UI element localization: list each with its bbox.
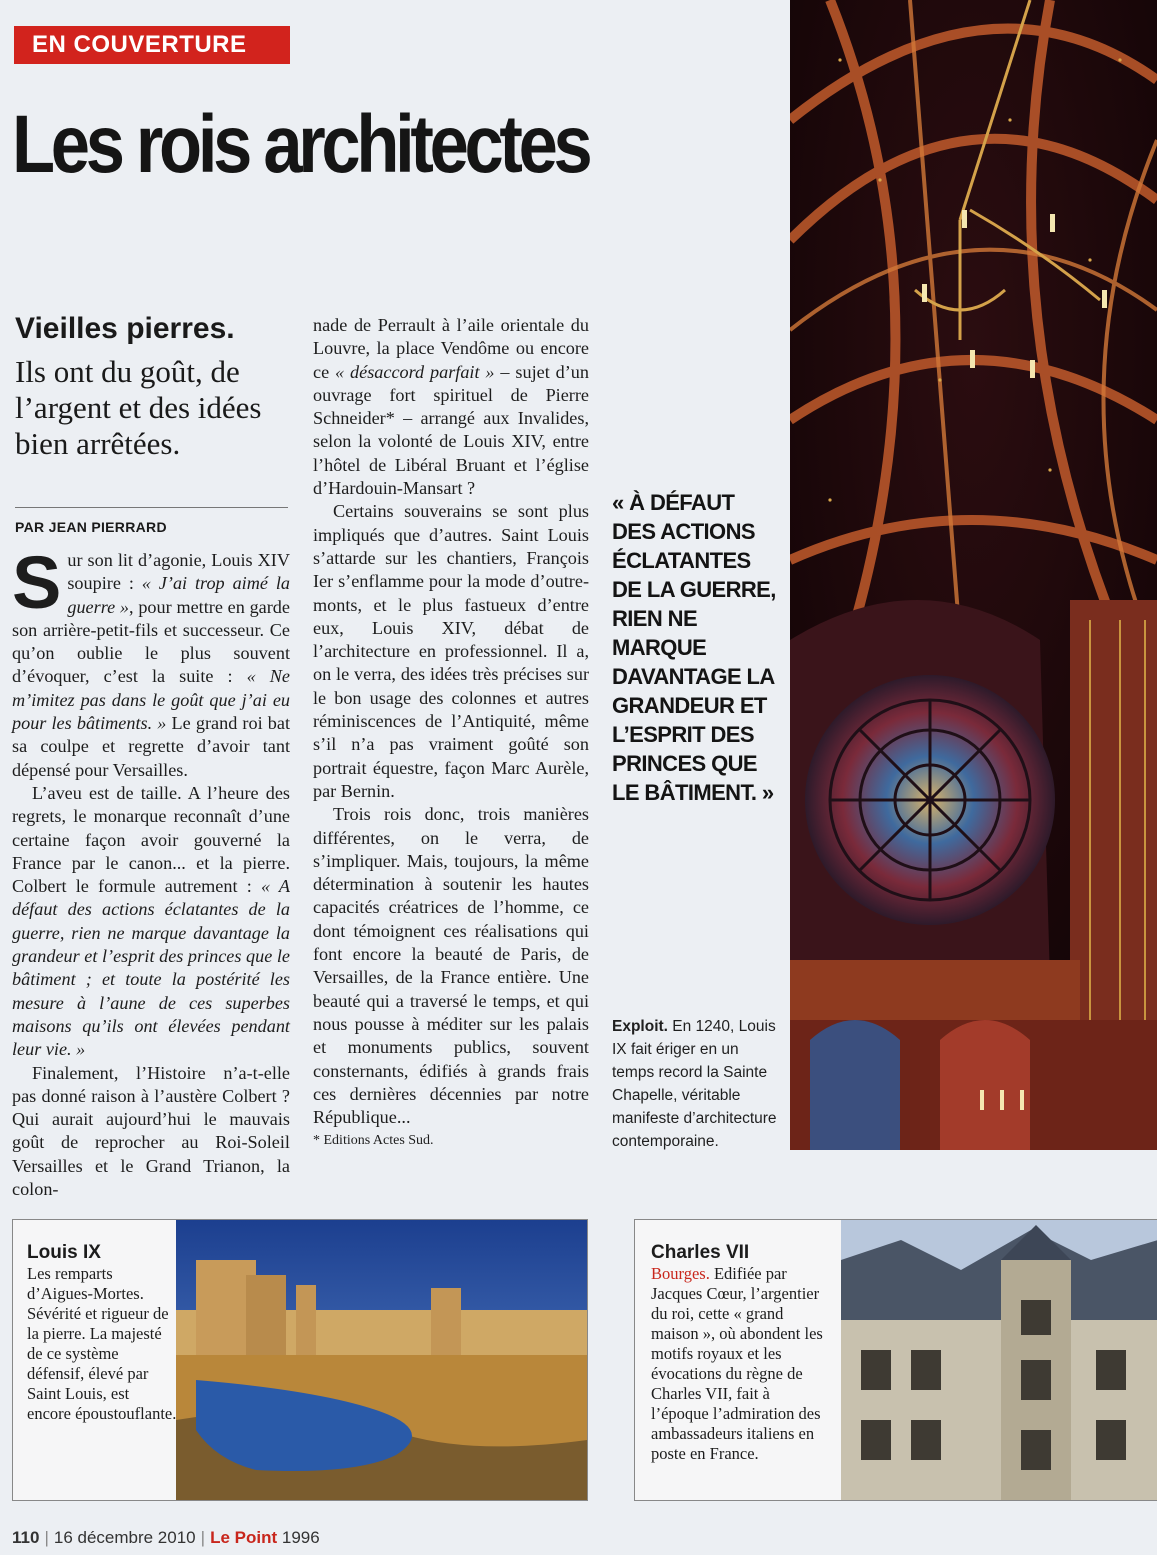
- issue-number: 1996: [281, 1528, 320, 1547]
- page-number: 110: [12, 1528, 40, 1547]
- louis-ix-title: Louis IX: [27, 1242, 101, 1263]
- louis-ix-box: [12, 1219, 588, 1501]
- deck-title: Vieilles pierres.: [15, 312, 235, 345]
- caption-text: En 1240, Louis IX fait ériger en un temps record la Sainte Chapelle, véritable manifeste d’architecture contemporaine.: [612, 1018, 777, 1150]
- paragraph-1: Sur son lit d’agonie, Louis XIV soupire : « J’ai trop aimé la guerre », pour mettre en garde son arrière-petit-fils et successeur. Ce qu’on oublie le plus souvent d’évoquer, c’est la suite : « Ne m’imitez pas dans le goût que j’ai eu pour les bâtiments. » Le grand roi bat sa coulpe et regrette d’avoir tant dépensé pour Versailles.: [12, 541, 291, 780]
- caption-label: Exploit.: [612, 1018, 668, 1035]
- charles-vii-text: Edifiée par Jacques Cœur, l’argentier du roi, cette « grand maison », où abondent les motifs royaux et les évocations du règne de Charles VII, fait à l’époque l’admiration des ambassadeurs italiens en poste en France.: [651, 1264, 823, 1463]
- paragraph-6: Trois rois donc, trois manières différentes, on le verra, de s’impliquer. Mais, toujours, la même détermination à soutenir les hautes capacités créatrices de l’homme, ce dont témoignent ces réalisations qui font encore la beauté de Paris, de Versailles, de la France entière. Une beauté qui a traversé le temps, et qui nous pousse à méditer sur les palais et monuments publics, souvent consternants, édifiés à grands frais ces dernières décennies par notre République...: [313, 804, 589, 1128]
- louis-ix-text: Sévérité et rigueur de la pierre. La majesté de ce système défensif, élevé par Saint Louis, est encore époustouflante.: [27, 1304, 177, 1423]
- louis-ix-subtitle: Les remparts d’Aigues-Mortes.: [27, 1264, 144, 1303]
- charles-vii-text-block: [651, 1264, 826, 1464]
- byline: PAR JEAN PIERRARD: [15, 519, 167, 535]
- article-column-1: [12, 541, 291, 1201]
- charles-vii-place: Bourges.: [651, 1264, 710, 1283]
- aigues-mortes-photo: [176, 1220, 587, 1500]
- bourges-palace-photo: [841, 1220, 1157, 1500]
- article-column-2: [313, 314, 589, 1153]
- louis-ix-caption: [27, 1242, 177, 1424]
- charles-vii-caption: [651, 1242, 826, 1464]
- section-kicker: EN COUVERTURE: [14, 26, 290, 64]
- paragraph-3: Finalement, l’Histoire n’a-t-elle pas donné raison à l’austère Colbert ? Qui aurait aujourd’hui le mauvais goût de reprocher au Roi-Soleil Versailles et le Grand Trianon, la colon-: [12, 1062, 290, 1200]
- footnote: * Editions Actes Sud.: [313, 1133, 434, 1149]
- charles-vii-title: Charles VII: [651, 1242, 750, 1263]
- issue-date: 16 décembre 2010: [53, 1528, 196, 1547]
- sainte-chapelle-photo: [790, 0, 1157, 1150]
- paragraph-2: L’aveu est de taille. A l’heure des regrets, le monarque reconnaît d’une certaine façon avoir gouverné la France par le canon... et la pierre. Colbert le formule autrement : « A défaut des actions éclatantes de la guerre, rien ne marque davantage la grandeur et l’esprit des princes que le bâtiment ; et toute la postérité les mesure à l’aune de ces superbes maisons qu’ils ont élevées pendant leur vie. »: [12, 782, 290, 1060]
- drop-cap: S: [12, 541, 62, 624]
- page-footer: 110 | 16 décembre 2010 | Le Point 1996: [12, 1528, 320, 1547]
- article-headline: Les rois architectes: [12, 99, 589, 190]
- pull-quote: « À DÉFAUT DES ACTIONS ÉCLATANTES DE LA GUERRE, RIEN NE MARQUE DAVANTAGE LA GRANDEUR ET L’ESPRIT DES PRINCES QUE LE BÂTIMENT. »: [612, 490, 776, 805]
- paragraph-5: Certains souverains se sont plus impliqués que d’autres. Saint Louis s’attarde sur les chantiers, François Ier s’enflamme pour la mode d’outre-monts, et le plus fastueux d’entre eux, Louis XIV, débat de l’architecture en professionnel. Il a, on le verra, des idées très précises sur le bon usage des colonnes et autres réminiscences de l’Antiquité, même s’il n’a pas vraiment goûté son portrait équestre, façon Marc Aurèle, par Bernin.: [313, 501, 589, 801]
- paragraph-4: nade de Perrault à l’aile orientale du Louvre, la place Vendôme ou encore ce « désaccord parfait » – sujet d’un ouvrage fort spirituel de Pierre Schneider* – arrangé aux Invalides, selon la volonté de Louis XIV, entre l’hôtel de Libéral Bruant et l’église d’Hardouin-Mansart ?: [313, 315, 589, 499]
- magazine-name: Le Point: [210, 1528, 278, 1547]
- photo-caption: [612, 1015, 784, 1153]
- byline-rule: [15, 507, 288, 508]
- charles-vii-box: [634, 1219, 1157, 1501]
- deck-text: Ils ont du goût, de l’argent et des idées bien arrêtées.: [15, 354, 262, 461]
